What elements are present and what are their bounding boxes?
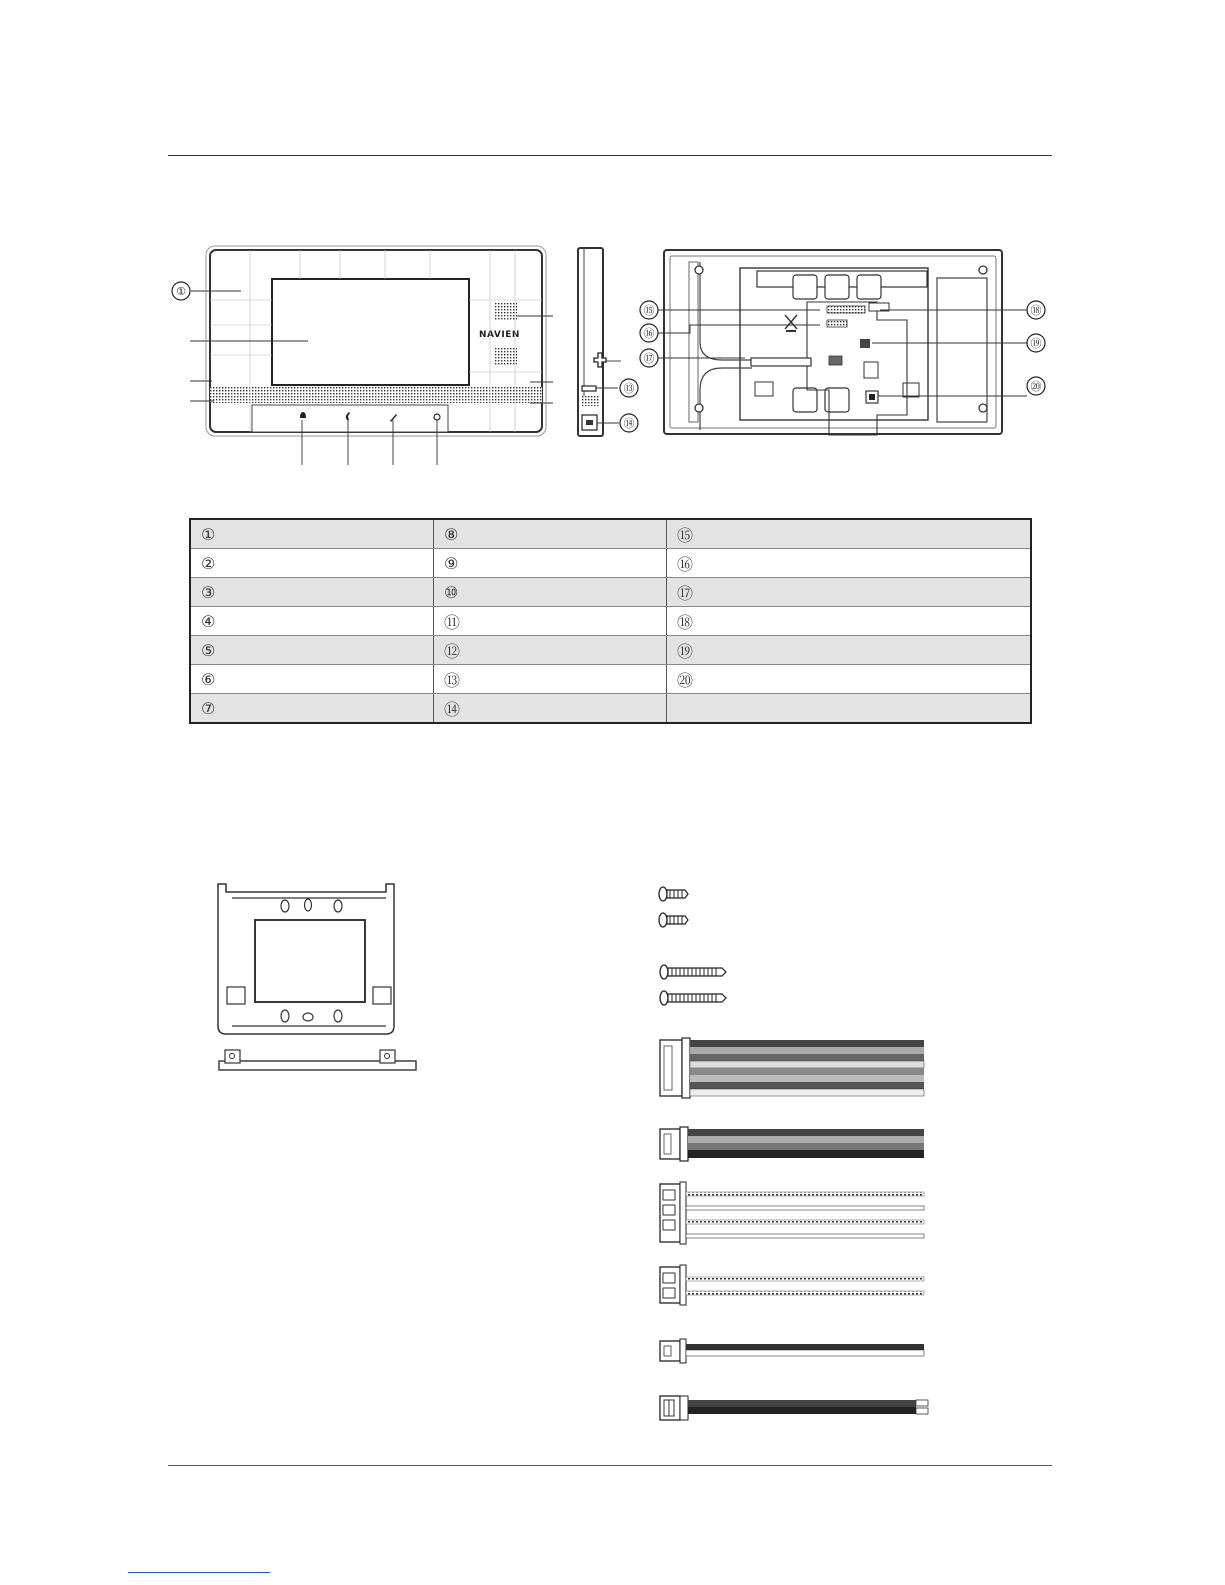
table-cell: ⑲ (667, 636, 1032, 665)
table-cell (667, 694, 1032, 724)
callout-19: ⑲ (1030, 337, 1042, 350)
table-row (190, 549, 1031, 578)
footer-rule (168, 1465, 1052, 1466)
cable-4wire-thin (660, 1182, 924, 1244)
table-cell: ⑳ (667, 665, 1032, 694)
cable-2pin (660, 1339, 924, 1363)
table-row (190, 694, 1031, 724)
cable-8pin (660, 1038, 924, 1098)
callout-15: ⑮ (643, 304, 655, 317)
table-cell: ⑯ (667, 549, 1032, 578)
table-cell: ⑨ (434, 549, 667, 578)
table-cell: ⑥ (190, 665, 434, 694)
cable-2wire-thin (660, 1265, 924, 1305)
footer-link-underline (128, 1572, 270, 1573)
callout-13: ⑬ (623, 382, 635, 395)
callout-1: ① (176, 285, 186, 298)
callout-17: ⑰ (643, 352, 655, 365)
screws (659, 887, 726, 1005)
table-cell: ⑦ (190, 694, 434, 724)
callout-18: ⑱ (1030, 304, 1042, 317)
table-cell: ⑮ (667, 519, 1032, 549)
table-row (190, 578, 1031, 607)
table-row (190, 519, 1031, 549)
table-cell: ④ (190, 607, 434, 636)
parts-table (189, 518, 1032, 724)
table-cell: ⑤ (190, 636, 434, 665)
table-cell: ⑩ (434, 578, 667, 607)
callout-14: ⑭ (623, 417, 635, 430)
table-row (190, 665, 1031, 694)
wall-bracket (218, 884, 416, 1070)
cable-4pin (660, 1127, 924, 1161)
front-view (172, 246, 553, 465)
table-cell: ③ (190, 578, 434, 607)
cable-power (660, 1396, 928, 1420)
callout-20: ⑳ (1030, 380, 1042, 393)
table-cell: ⑬ (434, 665, 667, 694)
table-cell: ⑪ (434, 607, 667, 636)
table-cell: ① (190, 519, 434, 549)
table-cell: ⑧ (434, 519, 667, 549)
table-cell: ⑰ (667, 578, 1032, 607)
table-row (190, 607, 1031, 636)
navien-logo: NAVIEN (479, 330, 520, 340)
table-row (190, 636, 1031, 665)
table-cell: ② (190, 549, 434, 578)
callout-16: ⑯ (643, 327, 655, 340)
table-cell: ⑫ (434, 636, 667, 665)
back-view (640, 250, 1045, 435)
table-cell: ⑭ (434, 694, 667, 724)
table-cell: ⑱ (667, 607, 1032, 636)
side-view (578, 248, 638, 436)
